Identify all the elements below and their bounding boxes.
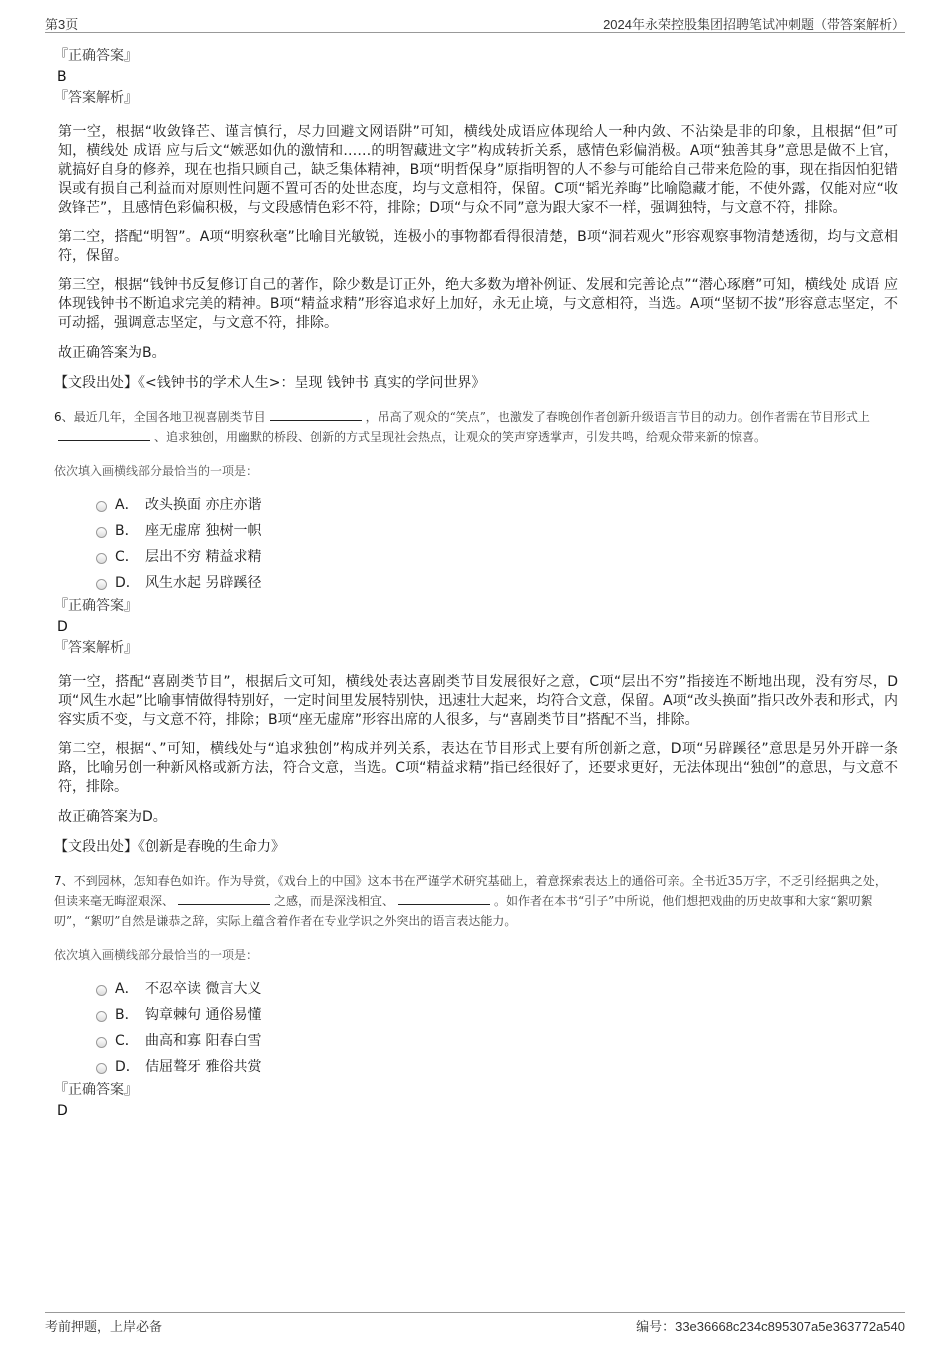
option-d[interactable]: D． 佶屈聱牙 雅俗共赏 (96, 1053, 898, 1079)
analysis-paragraph: 第一空，搭配“喜剧类节目”，根据后文可知，横线处表达喜剧类节目发展很好之意，C项“层出不穷”指接连不断地出现，没有穷尽，D项“风生水起”比喻事情做得特别好，一定时间里发展特别快，迅速壮大起来，均符合文意，保留。A项“改头换面”指只改外表和形式，内容实质不变，与文意不符，排除；B项“座无虚席”形容出席的人很多，与“喜剧类节目”搭配不当，排除。 (58, 674, 898, 728)
analysis-paragraph: 第二空，搭配“明智”。A项“明察秋毫”比喻目光敏锐，连极小的事物都看得很清楚，B项“洞若观火”形容观察事物清楚透彻，均与文意相符，保留。 (58, 229, 898, 264)
fill-blank (398, 892, 490, 905)
analysis-paragraph: 第二空，根据“、”可知，横线处与“追求独创”构成并列关系，表达在节目形式上要有所创新之意，D项“另辟蹊径”意思是另外开辟一条路，比喻另创一种新风格或新方法，符合文意，当选。C项“精益求精”指已经很好了，还要求更好，无法体现出“独创”的意思，与文意不符，排除。 (58, 741, 898, 795)
option-a[interactable]: A． 不忍卒读 微言大义 (96, 975, 898, 1001)
passage-source: 【文段出处】《创新是春晚的生命力》 (54, 839, 285, 855)
page-footer (45, 1312, 905, 1333)
fill-blank (270, 408, 362, 421)
fill-blank (58, 428, 150, 441)
option-b[interactable]: B． 座无虚席 独树一帜 (96, 517, 898, 543)
radio-icon[interactable] (96, 1037, 107, 1048)
footer-slogan: 考前押题，上岸必备 (45, 1319, 163, 1334)
document-id: 编号：33e36668c234c895307a5e363772a540 (636, 1319, 905, 1334)
option-d[interactable]: D． 风生水起 另辟蹊径 (96, 569, 898, 595)
radio-icon[interactable] (96, 1011, 107, 1022)
question-number: 7 (54, 874, 62, 888)
question-prompt: 依次填入画横线部分最恰当的一项是： (54, 464, 259, 478)
option-list (96, 491, 898, 595)
option-b[interactable]: B． 钩章棘句 通俗易懂 (96, 1001, 898, 1027)
answer-value: D (57, 1103, 68, 1119)
conclusion: 故正确答案为D。 (58, 809, 167, 825)
analysis-label: 『答案解析』 (54, 640, 138, 656)
passage-source: 【文段出处】《<钱钟书的学术人生>：呈现 钱钟书 真实的学问世界》 (54, 375, 486, 391)
radio-icon[interactable] (96, 985, 107, 996)
option-a[interactable]: A． 改头换面 亦庄亦谐 (96, 491, 898, 517)
conclusion: 故正确答案为B。 (58, 345, 166, 361)
analysis-paragraph: 第一空，根据“收敛锋芒、谨言慎行，尽力回避文网语阱”可知，横线处成语应体现给人一种内敛、不沾染是非的印象，且根据“但”可知，横线处 成语 应与后文“嫉恶如仇的激情和……的明智藏进文字”构成转折关系，感情色彩偏消极。A项“独善其身”意思是做不上官，就搞好自身的修养，现在也指只顾自己，缺乏集体精神，B项“明哲保身”原指明智的人不参与可能给自己带来危险的事，现在指因怕犯错误或有损自己利益而对原则性问题不置可否的处世态度，均与文意相符，保留。C项“韬光养晦”比喻隐藏才能，不使外露，仅能对应“收敛锋芒”，且感情色彩偏积极，与文段感情色彩不符，排除；D项“与众不同”意为跟大家不一样，强调独特，与文意不符，排除。 (58, 124, 898, 216)
answer-label: 『正确答案』 (54, 48, 138, 64)
option-c[interactable]: C． 层出不穷 精益求精 (96, 543, 898, 569)
analysis-label: 『答案解析』 (54, 90, 138, 106)
option-list (96, 975, 898, 1079)
answer-value: D (57, 619, 68, 635)
question-stem: 6、最近几年，全国各地卫视喜剧类节目 ，吊高了观众的“笑点”，也激发了春晚创作者创新升级语言节目的动力。创作者需在节目形式上、追求独创，用幽默的桥段、创新的方式呈现社会热点，让观众的笑声穿透掌声，引发共鸣，给观众带来新的惊喜。 (54, 410, 870, 444)
analysis-paragraph: 第三空，根据“钱钟书反复修订自己的著作，除少数是订正外，绝大多数为增补例证、发展和完善论点”“潜心琢磨”可知，横线处 成语 应体现钱钟书不断追求完美的精神。B项“精益求精”形容追求好上加好，永无止境，与文意相符，当选。A项“坚韧不拔”形容意志坚定，不可动摇，强调意志坚定，与文意不符，排除。 (58, 277, 898, 331)
answer-label: 『正确答案』 (54, 1082, 138, 1098)
page-number: 第3页 (45, 17, 79, 32)
radio-icon[interactable] (96, 579, 107, 590)
answer-value: B (57, 69, 67, 85)
answer-label: 『正确答案』 (54, 598, 138, 614)
document-title: 2024年永荣控股集团招聘笔试冲刺题（带答案解析） (603, 17, 905, 32)
radio-icon[interactable] (96, 1063, 107, 1074)
radio-icon[interactable] (96, 501, 107, 512)
page-content (54, 45, 898, 1121)
question-number: 6 (54, 410, 62, 424)
question-prompt: 依次填入画横线部分最恰当的一项是： (54, 948, 259, 962)
radio-icon[interactable] (96, 553, 107, 564)
option-c[interactable]: C． 曲高和寡 阳春白雪 (96, 1027, 898, 1053)
page-header (45, 12, 905, 33)
radio-icon[interactable] (96, 527, 107, 538)
fill-blank (178, 892, 270, 905)
question-stem: 7、不到园林，怎知春色如许。作为导赏，《戏台上的中国》这本书在严谨学术研究基础上，着意探索表达上的通俗可亲。全书近35万字，不乏引经据典之处，但读来毫无晦涩艰深、 之感，而是深浅相宜、 。如作者在本书“引子”中所说，他们想把戏曲的历史故事和大家“絮叨絮叨”，“絮叨”自然是谦恭之辞，实际上蕴含着作者在专业学识之外突出的语言表达能力。 (54, 874, 887, 928)
